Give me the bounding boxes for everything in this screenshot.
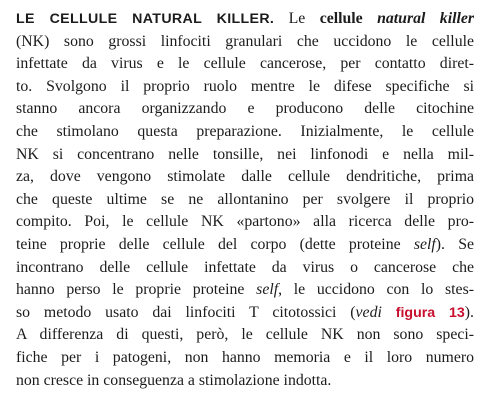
paragraph-line-12: incontrano delle cellule infettate da virus o cancerose che [16, 258, 474, 276]
paragraph-line-11 [16, 234, 474, 257]
line14-text-b: ). [464, 303, 474, 321]
paragraph-line-3: infettate da virus e le cellule cancerose, per contatto diret- [16, 55, 474, 73]
paragraph-line-17: non cresce in conseguenza a stimolazione indotta. [16, 371, 332, 389]
paragraph-line-2: (NK) sono grossi linfociti granulari che uccidono le cellule [16, 32, 474, 50]
paragraph-line-7: NK si concentrano nelle tonsille, nei linfonodi e nella mil- [16, 145, 474, 163]
paragraph-line-16: fiche per i patogeni, non hanno memoria e il loro numero [16, 348, 474, 366]
paragraph-line-13 [16, 279, 474, 302]
line11-text-a: teine proprie delle cellule del corpo (dette proteine [16, 235, 401, 253]
paragraph-line-9: che queste ultime se ne allontanino per svolgere il proprio [16, 190, 474, 208]
term-self: self [256, 281, 279, 299]
term-vedi: vedi [355, 303, 382, 321]
line13-text-b: , le uccidono con lo stes- [278, 281, 474, 299]
paragraph-line-5: stanno ancora organizzando e producono delle citochine [16, 100, 474, 118]
paragraph-line-8: za, dove vengono stimolate dalle cellule dendritiche, prima [16, 168, 474, 186]
figure-reference-link[interactable]: figura 13 [395, 304, 465, 321]
line13-text-a: hanno perso le proprie proteine [16, 281, 245, 299]
term-cellule: cellule [319, 10, 363, 27]
term-natural-killer: natural killer [377, 10, 474, 27]
line1-text: Le [288, 10, 306, 27]
paragraph-line-10: compito. Poi, le cellule NK «partono» alla ricerca delle pro- [16, 213, 474, 231]
term-self: self [413, 235, 436, 253]
line14-text-a: so metodo usato dai linfociti T citotossici ( [16, 303, 356, 321]
paragraph-line-14 [16, 302, 474, 325]
line11-text-b: ). Se [435, 235, 474, 253]
paragraph-line-1 [16, 8, 474, 31]
section-heading: LE CELLULE NATURAL KILLER. [16, 11, 275, 27]
textbook-paragraph [16, 8, 474, 392]
paragraph-line-4: to. Svolgono il proprio ruolo mentre le difese specifiche si [16, 77, 474, 95]
paragraph-line-6: che stimolano questa preparazione. Inizialmente, le cellule [16, 122, 474, 140]
paragraph-line-15: A differenza di questi, però, le cellule NK non sono speci- [16, 326, 474, 344]
